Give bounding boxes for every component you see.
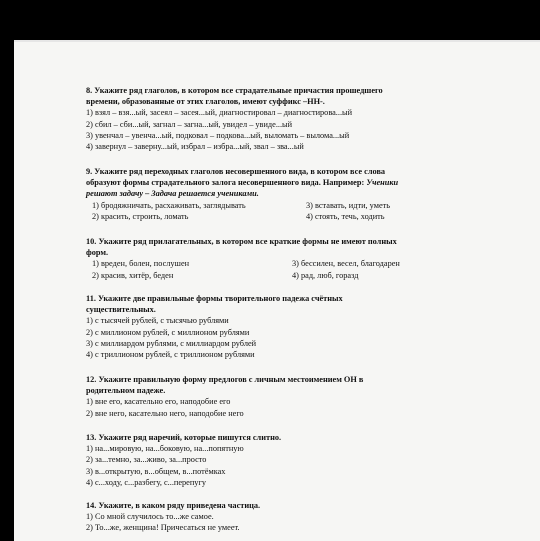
question-13	[86, 432, 476, 488]
title-line: форм.	[86, 248, 109, 258]
option: 2) вне него, касательно него, наподобие него	[86, 408, 244, 418]
question-9	[86, 166, 476, 222]
title-line: 10. Укажите ряд прилагательных, в котором все краткие формы не имеют полных	[86, 237, 397, 246]
question-11	[86, 293, 476, 360]
option: 3) в...открытую, в...общем, в...потёмках	[86, 466, 226, 476]
option: 1) вне его, касательно его, наподобие его	[86, 397, 231, 407]
option: 2) с миллионом рублей, с миллионом рублями	[86, 327, 250, 337]
question-13-title	[86, 432, 476, 443]
option: 1) вреден, болен, послушен	[92, 259, 190, 269]
question-10	[86, 236, 476, 281]
title-line: 13. Укажите ряд наречий, которые пишутся слитно.	[86, 433, 282, 442]
question-12	[86, 374, 476, 419]
question-12-title	[86, 374, 476, 396]
options-grid	[92, 258, 476, 280]
option: 3) увенчал – увенча...ый, подковал – подкова...ый, выломать – вылома...ый	[86, 130, 350, 140]
option: 2) за...темно, за...живо, за...просто	[86, 455, 207, 465]
title-line: времени, образованные от этих глаголов, имеют суффикс –НН-.	[86, 97, 325, 107]
option: 4) рад, люб, горазд	[292, 270, 359, 280]
option: 3) вставать, идти, уметь	[306, 200, 391, 210]
example-text: решают задачу – Задача решается учениками.	[86, 189, 259, 199]
dark-top-area	[0, 0, 540, 40]
option: 3) с миллиардом рублями, с миллиардом рублей	[86, 338, 257, 348]
option: 1) Со мной случилось то...же самое.	[86, 512, 214, 522]
example-text: Ученики	[366, 178, 399, 188]
option: 4) завернул – заверну...ый, избрал – избра...ый, звал – зва...ый	[86, 142, 304, 152]
question-9-title	[86, 166, 476, 200]
option: 2) красить, строить, ломать	[92, 211, 189, 221]
title-line: 8. Укажите ряд глаголов, в котором все страдательные причастия прошедшего	[86, 86, 383, 95]
option: 1) бродяжничать, расхаживать, заглядывать	[92, 200, 246, 210]
question-8-title	[86, 85, 476, 107]
option: 2) сбил – сби...ый, загнал – загна...ый, увидел – увиде...ый	[86, 119, 293, 129]
option: 4) с...ходу, с...разбегу, с...перепугу	[86, 477, 206, 487]
option: 1) на...мировую, на...боковую, на...попятную	[86, 444, 244, 454]
title-line: образуют формы страдательного залога несовершенного вида. Например:	[86, 178, 365, 188]
page-edge	[14, 40, 540, 42]
option: 2) красив, хитёр, беден	[92, 270, 174, 280]
title-line: существительных.	[86, 305, 156, 315]
question-14	[86, 500, 476, 534]
option: 4) с триллионом рублей, с триллионом рублями	[86, 350, 255, 360]
title-line: родительном падеже.	[86, 386, 166, 396]
title-line: 14. Укажите, в каком ряду приведена частица.	[86, 501, 261, 510]
option: 4) стоять, течь, ходить	[306, 211, 385, 221]
question-10-title	[86, 236, 476, 258]
title-line: 9. Укажите ряд переходных глаголов несовершенного вида, в котором все слова	[86, 167, 386, 176]
title-line: 12. Укажите правильную форму предлогов с личным местоимением ОН в	[86, 375, 364, 384]
option: 1) с тысячей рублей, с тысячью рублями	[86, 316, 229, 326]
title-line: 11. Укажите две правильные формы творительного падежа счётных	[86, 294, 343, 303]
question-11-title	[86, 293, 476, 315]
option: 3) бессилен, весел, благодарен	[292, 259, 400, 269]
question-14-title	[86, 500, 476, 511]
options-grid	[92, 200, 476, 222]
question-8	[86, 85, 476, 152]
option: 2) То...же, женщина! Причесаться не умеет.	[86, 523, 240, 533]
option: 1) взял – взя...ый, засеял – засея...ый, диагностировал – диагностирова...ый	[86, 108, 353, 118]
